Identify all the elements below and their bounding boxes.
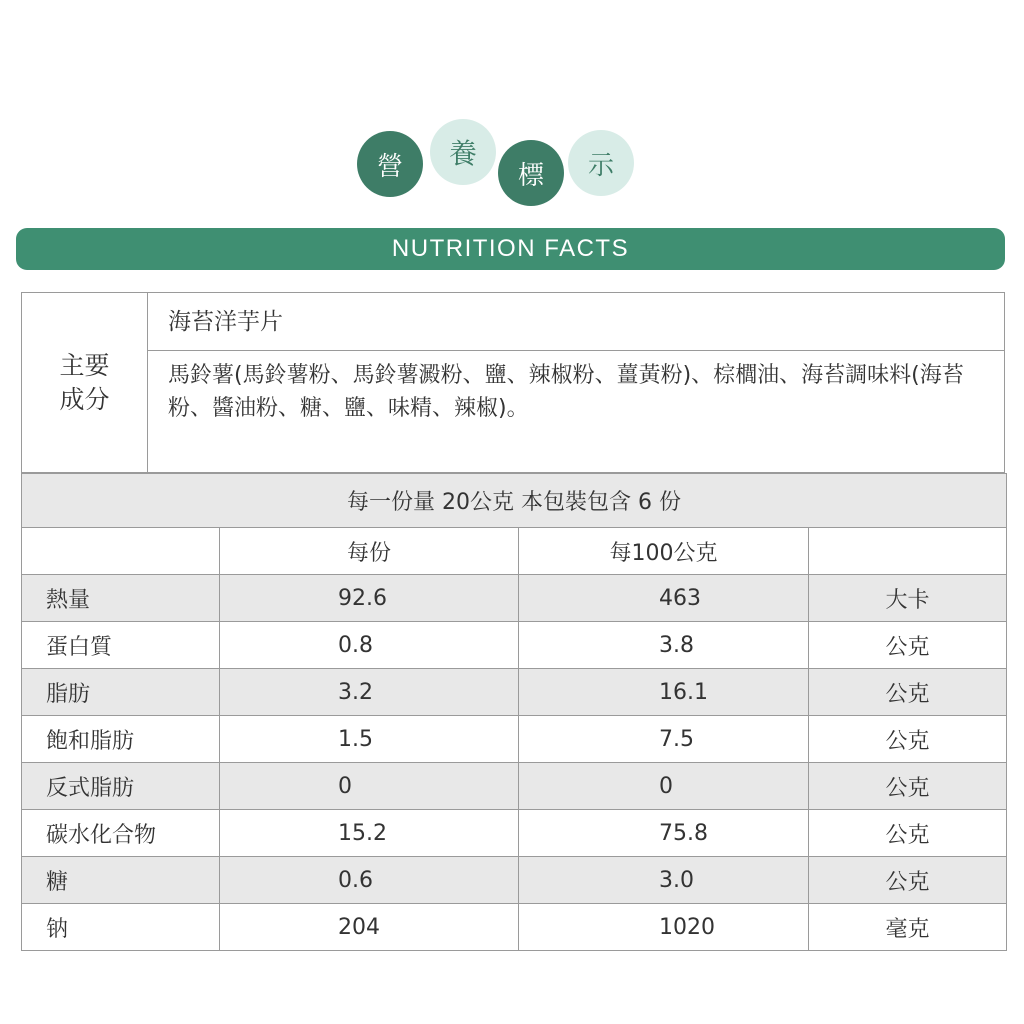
table-row bbox=[22, 857, 1007, 904]
unit: 公克 bbox=[809, 857, 1007, 904]
nutrient-name: 飽和脂肪 bbox=[22, 716, 220, 763]
nutrient-name: 脂肪 bbox=[22, 669, 220, 716]
table-row bbox=[22, 622, 1007, 669]
nutrition-label-logo bbox=[0, 0, 1024, 220]
table-row bbox=[22, 810, 1007, 857]
nutrition-facts-banner: NUTRITION FACTS bbox=[16, 228, 1005, 270]
ingredients-label-line2: 成分 bbox=[59, 384, 110, 414]
per-100g-value: 16.1 bbox=[519, 669, 809, 716]
nutrient-name: 糖 bbox=[22, 857, 220, 904]
unit: 公克 bbox=[809, 810, 1007, 857]
per-100g-value: 3.8 bbox=[519, 622, 809, 669]
unit: 毫克 bbox=[809, 904, 1007, 951]
unit: 公克 bbox=[809, 669, 1007, 716]
ingredients-label bbox=[22, 293, 148, 472]
nutrient-name: 蛋白質 bbox=[22, 622, 220, 669]
logo-circle-1: 營 bbox=[357, 131, 423, 197]
table-header-row bbox=[22, 528, 1007, 575]
per-100g-value: 463 bbox=[519, 575, 809, 622]
unit: 大卡 bbox=[809, 575, 1007, 622]
ingredients-box bbox=[21, 292, 1005, 473]
ingredient-list: 馬鈴薯(馬鈴薯粉、馬鈴薯澱粉、鹽、辣椒粉、薑黃粉)、棕櫚油、海苔調味料(海苔粉、醬油粉、糖、鹽、味精、辣椒)。 bbox=[168, 363, 964, 421]
serving-size-text: 每一份量 20公克 本包裝包含 6 份 bbox=[22, 474, 1007, 528]
header-per-serving: 每份 bbox=[220, 528, 519, 575]
logo-circle-3: 標 bbox=[498, 140, 564, 206]
table-row bbox=[22, 904, 1007, 951]
per-serving-value: 0 bbox=[220, 763, 519, 810]
per-serving-value: 204 bbox=[220, 904, 519, 951]
logo-circle-2: 養 bbox=[430, 119, 496, 185]
per-100g-value: 1020 bbox=[519, 904, 809, 951]
unit: 公克 bbox=[809, 622, 1007, 669]
per-serving-value: 92.6 bbox=[220, 575, 519, 622]
nutrient-name: 钠 bbox=[22, 904, 220, 951]
per-100g-value: 3.0 bbox=[519, 857, 809, 904]
per-100g-value: 0 bbox=[519, 763, 809, 810]
nutrient-name: 熱量 bbox=[22, 575, 220, 622]
unit: 公克 bbox=[809, 716, 1007, 763]
per-100g-value: 7.5 bbox=[519, 716, 809, 763]
per-serving-value: 3.2 bbox=[220, 669, 519, 716]
table-row bbox=[22, 763, 1007, 810]
product-name: 海苔洋芋片 bbox=[148, 293, 1004, 351]
per-serving-value: 0.8 bbox=[220, 622, 519, 669]
unit: 公克 bbox=[809, 763, 1007, 810]
nutrient-name: 碳水化合物 bbox=[22, 810, 220, 857]
per-serving-value: 1.5 bbox=[220, 716, 519, 763]
nutrition-table bbox=[21, 473, 1007, 951]
per-100g-value: 75.8 bbox=[519, 810, 809, 857]
table-row bbox=[22, 716, 1007, 763]
table-row bbox=[22, 575, 1007, 622]
serving-row bbox=[22, 474, 1007, 528]
ingredients-label-line1: 主要 bbox=[59, 350, 110, 380]
header-per-100g: 每100公克 bbox=[519, 528, 809, 575]
logo-circle-4: 示 bbox=[568, 130, 634, 196]
header-unit bbox=[809, 528, 1007, 575]
table-row bbox=[22, 669, 1007, 716]
nutrient-name: 反式脂肪 bbox=[22, 763, 220, 810]
header-blank bbox=[22, 528, 220, 575]
per-serving-value: 0.6 bbox=[220, 857, 519, 904]
per-serving-value: 15.2 bbox=[220, 810, 519, 857]
